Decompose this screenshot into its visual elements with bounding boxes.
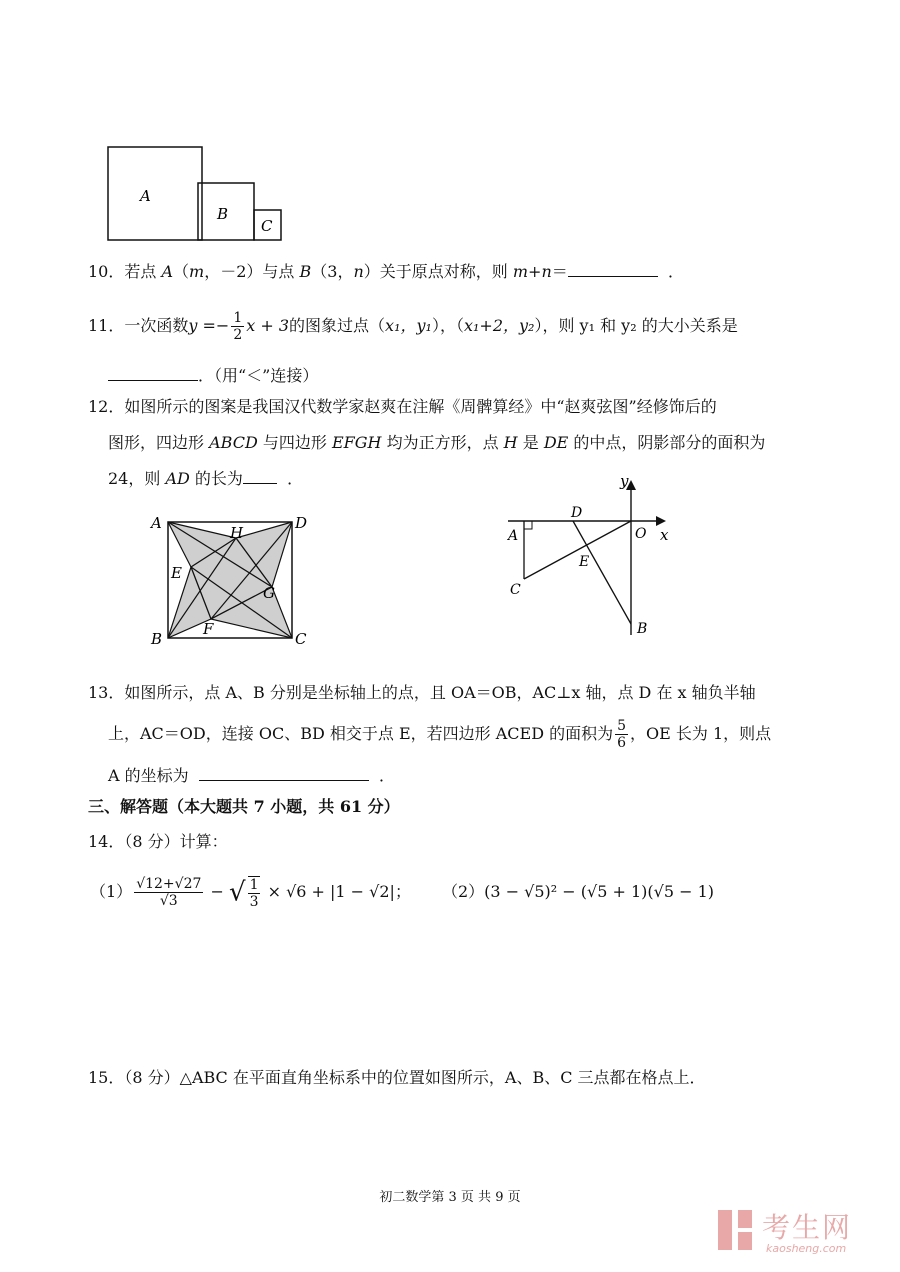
coord-label-y: y xyxy=(620,472,629,490)
fraction-one-half: $\frac{1}{2}$ xyxy=(233,310,243,343)
watermark-logo-icon xyxy=(716,1208,756,1252)
question-12-line3: 24，则 AD 的长为 ． xyxy=(108,469,304,488)
question-14-part1: （1） $\frac{√12+√27}{√3}$ − √ $\frac{1}{3}$ × √6 + |1 − √2|； xyxy=(90,876,411,910)
coord-label-c: C xyxy=(510,582,521,598)
question-12-line2: 图形，四边形 ABCD 与四边形 EFGH 均为正方形，点 H 是 DE 的中点，阴影部分的面积为 xyxy=(108,433,766,452)
answer-blank-10[interactable] xyxy=(568,262,658,277)
question-13-line3: A 的坐标为 ． xyxy=(108,766,396,785)
coord-label-d: D xyxy=(571,505,583,521)
zhao-label-b: B xyxy=(151,630,163,648)
question-12: 12．如图所示的图案是我国汉代数学家赵爽在注解《周髀算经》中“赵爽弦图”经修饰后的 xyxy=(88,397,717,416)
question-15: 15．（8 分）△ABC 在平面直角坐标系中的位置如图所示，A、B、C 三点都在格点上． xyxy=(88,1068,706,1087)
watermark xyxy=(716,1206,886,1262)
coord-label-b: B xyxy=(637,621,648,637)
question-13-line2: 上，AC＝OD，连接 OC、BD 相交于点 E，若四边形 ACED 的面积为 $\frac{5}{6}$ ，OE 长为 1，则点 xyxy=(108,718,772,751)
squares-figure xyxy=(104,143,286,243)
answer-blank-13[interactable] xyxy=(199,766,369,781)
section-heading-3: 三、解答题（本大题共 7 小题，共 61 分） xyxy=(88,797,400,816)
question-14: 14．（8 分）计算： xyxy=(88,832,228,851)
coordinate-figure xyxy=(500,472,680,642)
question-10: 10．若点 A（m，－2）与点 B（3，n）关于原点对称，则 m+n＝ ． xyxy=(88,262,684,281)
zhao-label-a: A xyxy=(151,514,162,532)
zhao-label-f: F xyxy=(203,620,214,638)
fraction-sqrt: $\frac{√12+√27}{√3}$ xyxy=(136,876,202,909)
fraction-five-sixths: $\frac{5}{6}$ xyxy=(617,718,627,751)
zhao-label-c: C xyxy=(295,630,307,648)
coord-label-e: E xyxy=(579,554,590,570)
coord-label-o: O xyxy=(635,526,647,542)
zhao-label-d: D xyxy=(295,514,308,532)
square-label-c: C xyxy=(261,217,273,235)
question-13: 13．如图所示，点 A、B 分别是坐标轴上的点，且 OA＝OB，AC⊥x 轴，点 D 在 x 轴负半轴 xyxy=(88,683,756,702)
zhao-label-e: E xyxy=(171,564,182,582)
question-11-line2: ．（用“＜”连接） xyxy=(108,366,318,386)
watermark-domain: kaosheng.com xyxy=(766,1242,847,1255)
zhao-label-h: H xyxy=(230,524,244,542)
square-label-a: A xyxy=(140,187,151,205)
watermark-site: 考生网 xyxy=(762,1211,853,1244)
fraction-one-third: $\frac{1}{3}$ xyxy=(249,876,259,910)
question-14-part2: （2）(3 − √5)² − (√5 + 1)(√5 − 1) xyxy=(442,882,715,901)
page-footer: 初二数学第 3 页 共 9 页 xyxy=(379,1190,521,1205)
answer-blank-11[interactable] xyxy=(108,366,198,381)
answer-blank-12[interactable] xyxy=(243,469,277,484)
question-11: 11．一次函数y =− $\frac{1}{2}$ x + 3的图象过点（x₁，y₁），（x₁+2，y₂），则 y₁ 和 y₂ 的大小关系是 xyxy=(88,310,738,343)
coord-label-a: A xyxy=(508,528,519,544)
zhao-label-g: G xyxy=(263,584,275,602)
coord-label-x: x xyxy=(660,526,669,544)
zhao-shuang-figure xyxy=(145,510,315,650)
square-label-b: B xyxy=(217,205,229,223)
